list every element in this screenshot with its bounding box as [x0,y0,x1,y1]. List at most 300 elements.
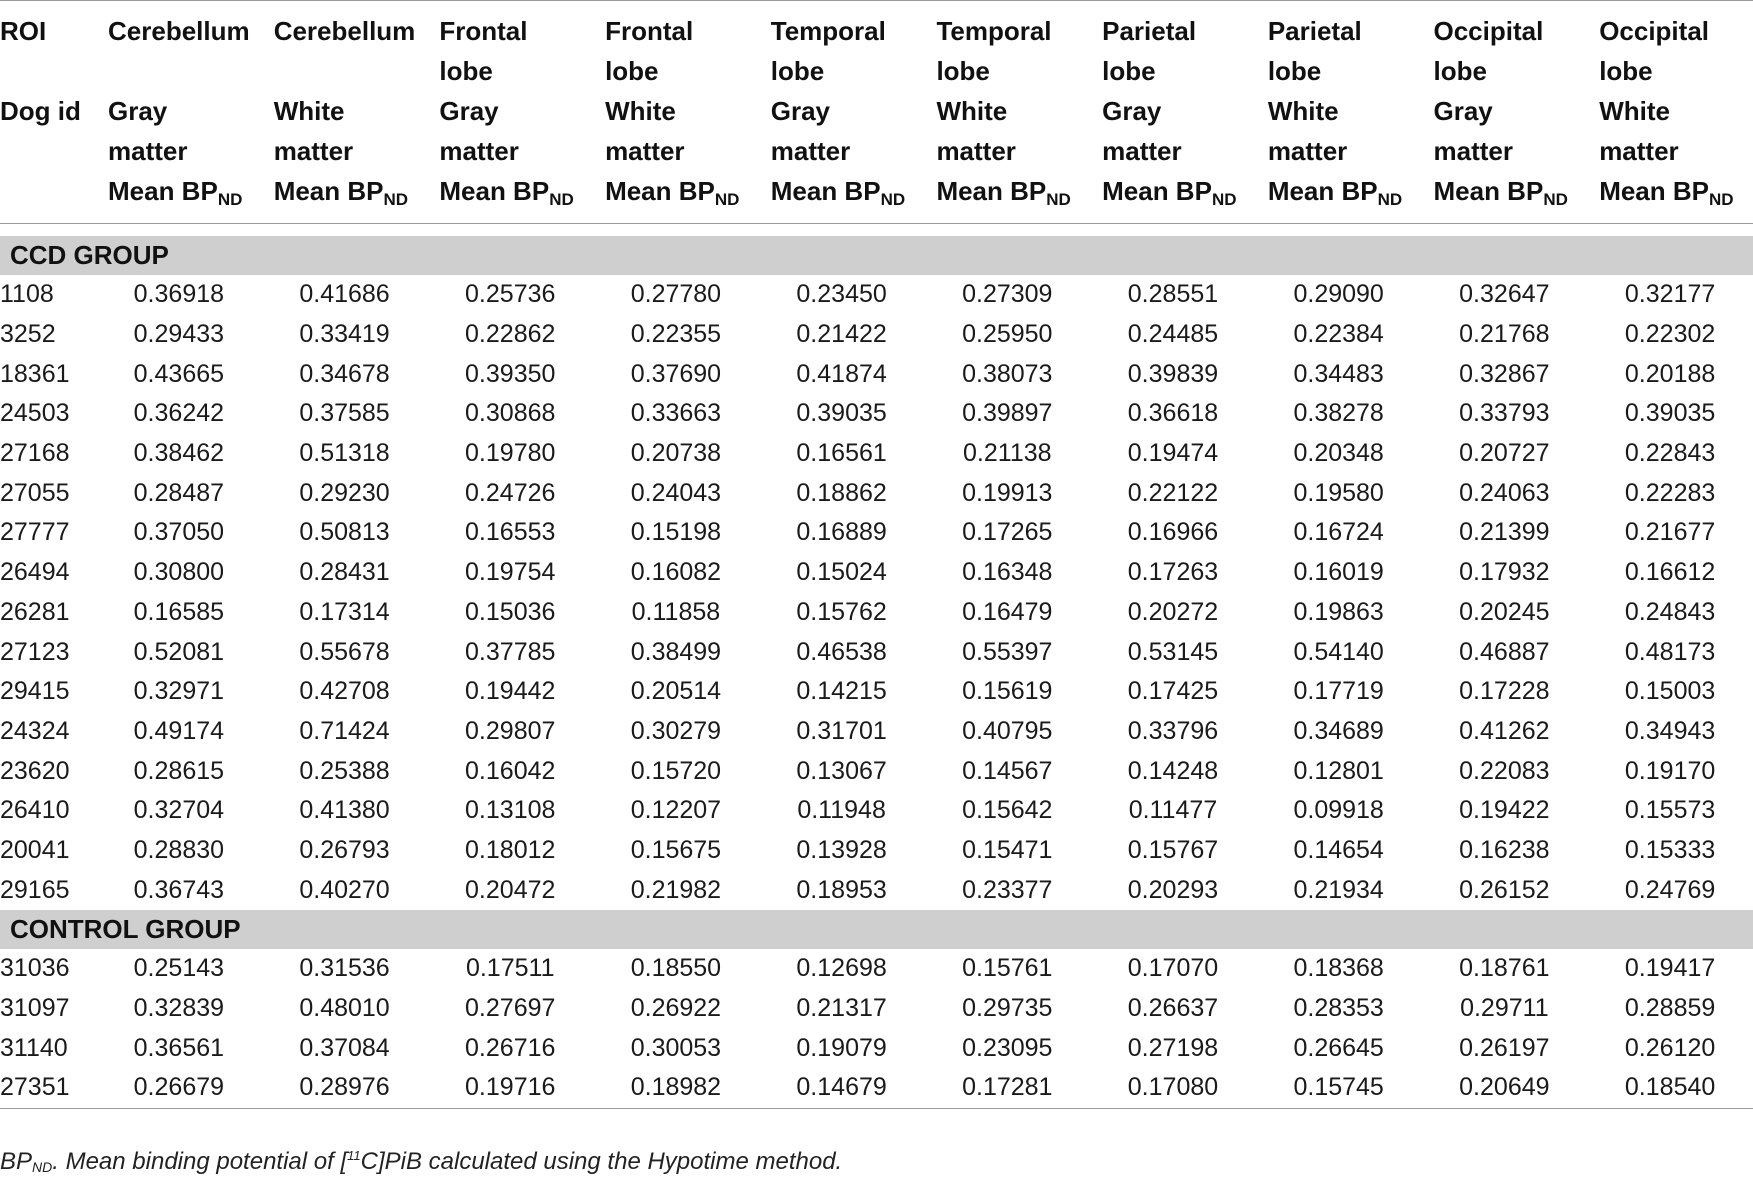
value-cell: 0.19474 [1127,439,1219,468]
column-header-line1: Frontal [439,16,528,46]
value-cell: 0.13108 [465,796,556,825]
column-header-line1: Frontal [605,16,694,46]
value-cell: 0.14567 [962,756,1053,785]
value-cell: 0.11858 [631,597,721,626]
table-row [0,831,1753,871]
value-cell: 0.16585 [133,597,225,626]
value-cell: 0.16889 [796,518,887,547]
value-cell: 0.16348 [962,558,1053,587]
column-header-line3: Gray [1433,96,1493,126]
value-cell: 0.20272 [1127,597,1219,626]
value-cell: 0.21982 [630,875,722,904]
value-cell: 0.41262 [1459,716,1550,745]
value-cell: 0.20738 [630,439,722,468]
value-cell: 0.33793 [1459,399,1550,428]
dog-id-cell: 31036 [0,954,70,983]
value-cell: 0.09918 [1293,796,1384,825]
column-header-line1: Parietal [1267,16,1362,46]
value-cell: 0.17265 [962,518,1053,547]
value-cell: 0.17511 [465,954,555,983]
dog-id-cell: 26410 [0,796,70,825]
value-cell: 0.24485 [1127,320,1219,349]
value-cell: 0.25950 [962,320,1053,349]
column-header-line3: White [936,96,1008,126]
dog-id-cell: 31097 [0,994,70,1023]
value-cell: 0.16479 [962,597,1053,626]
value-cell: 0.22843 [1624,439,1716,468]
value-cell: 0.32839 [133,994,225,1023]
dog-id-cell: 26494 [0,558,70,587]
dog-id-cell: 27168 [0,439,70,468]
value-cell: 0.25143 [133,954,225,983]
value-cell: 0.15471 [962,835,1053,864]
value-cell: 0.22862 [465,320,556,349]
value-cell: 0.32647 [1459,280,1550,309]
table-row [0,1068,1753,1108]
value-cell: 0.71424 [299,716,390,745]
table-footnote [0,1148,842,1176]
value-cell: 0.17719 [1293,677,1384,706]
value-cell: 0.54140 [1293,637,1384,666]
value-cell: 0.21677 [1624,518,1716,547]
column-header-line1: Occipital [1433,16,1544,46]
table-row [0,513,1753,553]
value-cell: 0.25736 [465,280,556,309]
value-cell: 0.28859 [1624,994,1716,1023]
value-cell: 0.37690 [630,359,722,388]
value-cell: 0.37084 [299,1033,390,1062]
value-cell: 0.20514 [630,677,722,706]
value-cell: 0.24043 [630,478,722,507]
dog-id-cell: 24503 [0,399,70,428]
column-header [924,1,1090,224]
value-cell: 0.24843 [1624,597,1716,626]
value-cell: 0.39035 [1624,399,1716,428]
column-header-line1: Cerebellum [108,16,250,46]
value-cell: 0.21138 [963,439,1052,468]
column-header-line4: matter [273,136,354,166]
value-cell: 0.15036 [465,597,556,626]
dog-id-cell: 27123 [0,637,70,666]
value-cell: 0.19422 [1459,796,1550,825]
value-cell: 0.17314 [299,597,390,626]
table-row [0,751,1753,791]
column-header-mean-bp: Mean $BP_{ND}$ [1267,176,1403,209]
value-cell: 0.31701 [796,716,887,745]
table-row [0,1028,1753,1068]
value-cell: 0.29090 [1293,280,1384,309]
value-cell: 0.48173 [1624,637,1716,666]
column-header-line4: matter [108,136,188,166]
column-header-line4: matter [936,136,1016,166]
value-cell: 0.29807 [465,716,556,745]
column-header-line1: Occipital [1599,16,1710,46]
value-cell: 0.18982 [593,1068,759,1108]
dog-id-cell: 24324 [0,716,70,745]
column-header-line2: lobe [1267,56,1322,86]
dog-id-cell: 18361 [0,359,70,388]
column-header-mean-bp: Mean $BP_{ND}$ [1599,176,1734,209]
column-header [759,1,925,224]
dog-id-cell: 29165 [0,875,70,904]
value-cell: 0.23450 [796,280,887,309]
value-cell: 0.15333 [1624,835,1716,864]
table-row [0,394,1753,434]
value-cell: 0.18953 [796,875,887,904]
value-cell: 0.21317 [796,994,887,1023]
value-cell: 0.18540 [1587,1068,1753,1108]
value-cell: 0.16966 [1127,518,1219,547]
value-cell: 0.20293 [1127,875,1219,904]
dog-id-cell: 27777 [0,518,70,547]
column-header [1256,1,1422,224]
dog-id-cell: 23620 [0,756,70,785]
column-header-mean-bp: Mean $BP_{ND}$ [439,176,574,209]
column-header-line4: matter [439,136,519,166]
value-cell: 0.24726 [465,478,556,507]
value-cell: 0.32971 [133,677,225,706]
value-cell: 0.41686 [299,280,390,309]
value-cell: 0.16042 [465,756,556,785]
dog-id-cell: 20041 [0,835,70,864]
value-cell: 0.28976 [262,1068,428,1108]
value-cell: 0.26197 [1459,1033,1550,1062]
value-cell: 0.28353 [1293,994,1384,1023]
column-header-line2: lobe [439,56,493,86]
value-cell: 0.39035 [796,399,887,428]
value-cell: 0.13928 [796,835,887,864]
value-cell: 0.22302 [1624,320,1716,349]
value-cell: 0.32704 [133,796,225,825]
column-header-line2: lobe [1599,56,1653,86]
value-cell: 0.19442 [465,677,556,706]
value-cell: 0.14215 [796,677,887,706]
footnote-text-2: C]PiB calculated using the Hypotime method. [360,1148,843,1175]
column-header [1587,1,1753,224]
value-cell: 0.38499 [630,637,722,666]
value-cell: 0.27198 [1127,1033,1219,1062]
table-row [0,870,1753,910]
column-header-line3: White [1267,96,1339,126]
value-cell: 0.29230 [299,478,390,507]
value-cell: 0.20245 [1459,597,1550,626]
value-cell: 0.23377 [962,875,1053,904]
column-header-line1: Temporal [770,16,886,46]
column-header [1422,1,1588,224]
value-cell: 0.17281 [924,1068,1090,1108]
dog-id-cell: 3252 [0,320,56,349]
value-cell: 0.37785 [465,637,556,666]
value-cell: 0.42708 [299,677,390,706]
table-row [0,354,1753,394]
value-cell: 0.34483 [1293,359,1384,388]
value-cell: 0.32177 [1624,280,1716,309]
value-cell: 0.15003 [1624,677,1716,706]
value-cell: 0.41380 [299,796,390,825]
value-cell: 0.15745 [1256,1068,1422,1108]
value-cell: 0.17263 [1127,558,1219,587]
value-cell: 0.13067 [796,756,887,785]
group-label: CCD GROUP [0,236,1753,275]
column-header-line3: Gray [770,96,831,126]
value-cell: 0.19417 [1624,954,1716,983]
value-cell: 0.12801 [1293,756,1384,785]
dog-id-cell: 29415 [0,677,70,706]
value-cell: 0.15720 [630,756,722,785]
value-cell: 0.17932 [1459,558,1550,587]
column-header-line3: White [605,96,676,126]
value-cell: 0.17228 [1459,677,1550,706]
value-cell: 0.11948 [797,796,886,825]
column-header-mean-bp: Mean $BP_{ND}$ [1433,176,1568,209]
footnote-text-1: . Mean binding potential of [ [52,1148,348,1175]
value-cell: 0.36561 [133,1033,225,1062]
footnote-bp: BP [0,1148,33,1175]
value-cell: 0.26922 [630,994,722,1023]
value-cell: 0.21768 [1459,320,1550,349]
value-cell: 0.18012 [465,835,556,864]
value-cell: 0.16019 [1293,558,1384,587]
value-cell: 0.22384 [1293,320,1384,349]
table-row [0,473,1753,513]
roi-label: ROI [0,16,47,46]
table-row [0,791,1753,831]
value-cell: 0.37585 [299,399,390,428]
value-cell: 0.39350 [465,359,556,388]
value-cell: 0.33419 [299,320,390,349]
column-header-mean-bp: Mean $BP_{ND}$ [108,176,243,209]
value-cell: 0.18550 [630,954,722,983]
value-cell: 0.46887 [1459,637,1550,666]
table-row [0,949,1753,989]
column-header-line2 [274,51,428,91]
value-cell: 0.16238 [1459,835,1550,864]
value-cell: 0.17070 [1127,954,1219,983]
column-header [593,1,759,224]
column-header-mean-bp: Mean $BP_{ND}$ [605,176,740,209]
column-header-line3: Gray [108,96,168,126]
value-cell: 0.34678 [299,359,390,388]
value-cell: 0.26120 [1624,1033,1716,1062]
value-cell: 0.39839 [1127,359,1219,388]
value-cell: 0.50813 [299,518,390,547]
value-cell: 0.15675 [630,835,722,864]
value-cell: 0.31536 [299,954,390,983]
value-cell: 0.12207 [630,796,722,825]
value-cell: 0.52081 [133,637,225,666]
value-cell: 0.38073 [962,359,1053,388]
dog-id-cell: 27055 [0,478,70,507]
value-cell: 0.53145 [1127,637,1219,666]
value-cell: 0.40270 [299,875,390,904]
value-cell: 0.30800 [133,558,225,587]
value-cell: 0.41874 [796,359,887,388]
value-cell: 0.19716 [427,1068,593,1108]
value-cell: 0.27780 [630,280,722,309]
column-header-mean-bp: Mean $BP_{ND}$ [1102,176,1237,209]
value-cell: 0.16612 [1624,558,1716,587]
column-header-line4: matter [605,136,685,166]
value-cell: 0.20649 [1422,1068,1588,1108]
value-cell: 0.14248 [1127,756,1219,785]
value-cell: 0.28551 [1127,280,1219,309]
value-cell: 0.32867 [1459,359,1550,388]
value-cell: 0.30053 [630,1033,722,1062]
table-row [0,593,1753,633]
value-cell: 0.20472 [465,875,556,904]
value-cell: 0.18761 [1459,954,1550,983]
value-cell: 0.33796 [1127,716,1219,745]
value-cell: 0.16724 [1293,518,1384,547]
table-row [0,989,1753,1029]
value-cell: 0.26716 [465,1033,556,1062]
value-cell: 0.17425 [1127,677,1219,706]
column-header-line3: Gray [439,96,499,126]
value-cell: 0.15762 [796,597,887,626]
column-header-line1: Temporal [936,16,1052,46]
column-header-line4: matter [1599,136,1679,166]
footnote-isotope-sup: 11 [347,1148,361,1163]
value-cell: 0.24063 [1459,478,1550,507]
value-cell: 0.26152 [1459,875,1550,904]
value-cell: 0.24769 [1624,875,1716,904]
value-cell: 0.29433 [133,320,225,349]
table-row [0,315,1753,355]
table-header-row [0,1,1753,224]
column-header-line4: matter [1102,136,1182,166]
value-cell: 0.34943 [1624,716,1716,745]
value-cell: 0.17080 [1090,1068,1256,1108]
value-cell: 0.22355 [630,320,722,349]
value-cell: 0.23095 [962,1033,1053,1062]
value-cell: 0.48010 [299,994,390,1023]
value-cell: 0.15573 [1624,796,1716,825]
column-header-line4: matter [1433,136,1513,166]
value-cell: 0.15767 [1127,835,1219,864]
value-cell: 0.22122 [1127,478,1219,507]
value-cell: 0.22283 [1624,478,1716,507]
value-cell: 0.20188 [1624,359,1716,388]
value-cell: 0.29711 [1460,994,1549,1023]
column-header-line3: Gray [1102,96,1162,126]
value-cell: 0.16082 [630,558,722,587]
value-cell: 0.33663 [630,399,722,428]
value-cell: 0.19913 [962,478,1053,507]
value-cell: 0.28487 [133,478,225,507]
value-cell: 0.43665 [133,359,225,388]
value-cell: 0.26645 [1293,1033,1384,1062]
value-cell: 0.19754 [465,558,556,587]
value-cell: 0.22083 [1459,756,1550,785]
table-row [0,434,1753,474]
column-header [96,1,262,224]
column-header-line3: White [1599,96,1670,126]
column-header-mean-bp: Mean $BP_{ND}$ [770,176,906,209]
value-cell: 0.28615 [133,756,225,785]
value-cell: 0.26679 [96,1068,262,1108]
column-header [427,1,593,224]
column-header [262,1,428,224]
value-cell: 0.49174 [133,716,225,745]
column-header-line2: lobe [1102,56,1156,86]
value-cell: 0.30279 [630,716,722,745]
column-header-line2: lobe [936,56,990,86]
dog-id-label: Dog id [0,96,81,126]
value-cell: 0.34689 [1293,716,1384,745]
column-header-mean-bp: Mean $BP_{ND}$ [273,176,409,209]
dog-id-cell: 1108 [0,280,54,309]
value-cell: 0.26793 [299,835,390,864]
value-cell: 0.27697 [465,994,556,1023]
value-cell: 0.18368 [1293,954,1384,983]
value-cell: 0.20348 [1293,439,1384,468]
header-roi-cell [0,1,96,224]
value-cell: 0.15619 [962,677,1053,706]
value-cell: 0.28431 [299,558,390,587]
value-cell: 0.21934 [1293,875,1384,904]
value-cell: 0.36743 [133,875,225,904]
value-cell: 0.15198 [630,518,722,547]
value-cell: 0.19170 [1624,756,1716,785]
column-header-line2 [108,51,262,91]
value-cell: 0.21422 [796,320,887,349]
column-header-line2: lobe [770,56,825,86]
column-header-line1: Cerebellum [273,16,416,46]
value-cell: 0.18862 [796,478,887,507]
column-header [1090,1,1256,224]
value-cell: 0.14679 [759,1068,925,1108]
value-cell: 0.26637 [1127,994,1219,1023]
value-cell: 0.19580 [1293,478,1384,507]
value-cell: 0.51318 [299,439,390,468]
value-cell: 0.38278 [1293,399,1384,428]
column-header-line2: lobe [605,56,659,86]
value-cell: 0.46538 [796,637,887,666]
table-row [0,275,1753,315]
column-header-mean-bp: Mean $BP_{ND}$ [936,176,1071,209]
value-cell: 0.20727 [1459,439,1550,468]
value-cell: 0.19079 [796,1033,887,1062]
value-cell: 0.36618 [1127,399,1219,428]
value-cell: 0.37050 [133,518,225,547]
value-cell: 0.36242 [133,399,225,428]
value-cell: 0.16561 [796,439,887,468]
value-cell: 0.12698 [796,954,887,983]
value-cell: 0.19780 [465,439,556,468]
value-cell: 0.19863 [1293,597,1384,626]
value-cell: 0.36918 [133,280,225,309]
value-cell: 0.25388 [299,756,390,785]
value-cell: 0.30868 [465,399,556,428]
value-cell: 0.15642 [962,796,1053,825]
value-cell: 0.55678 [299,637,390,666]
value-cell: 0.16553 [465,518,556,547]
column-header-line4: matter [770,136,851,166]
dog-id-cell: 26281 [0,597,70,626]
value-cell: 0.29735 [962,994,1053,1023]
value-cell: 0.14654 [1293,835,1384,864]
value-cell: 0.27309 [962,280,1053,309]
column-header-line2: lobe [1433,56,1487,86]
value-cell: 0.11477 [1128,796,1218,825]
value-cell: 0.15761 [962,954,1053,983]
dog-id-cell: 31140 [0,1033,68,1062]
table-row [0,553,1753,593]
dog-id-cell: 27351 [0,1068,96,1108]
table-row [0,632,1753,672]
footnote-bp-sub: ND [32,1159,53,1175]
value-cell: 0.38462 [133,439,225,468]
